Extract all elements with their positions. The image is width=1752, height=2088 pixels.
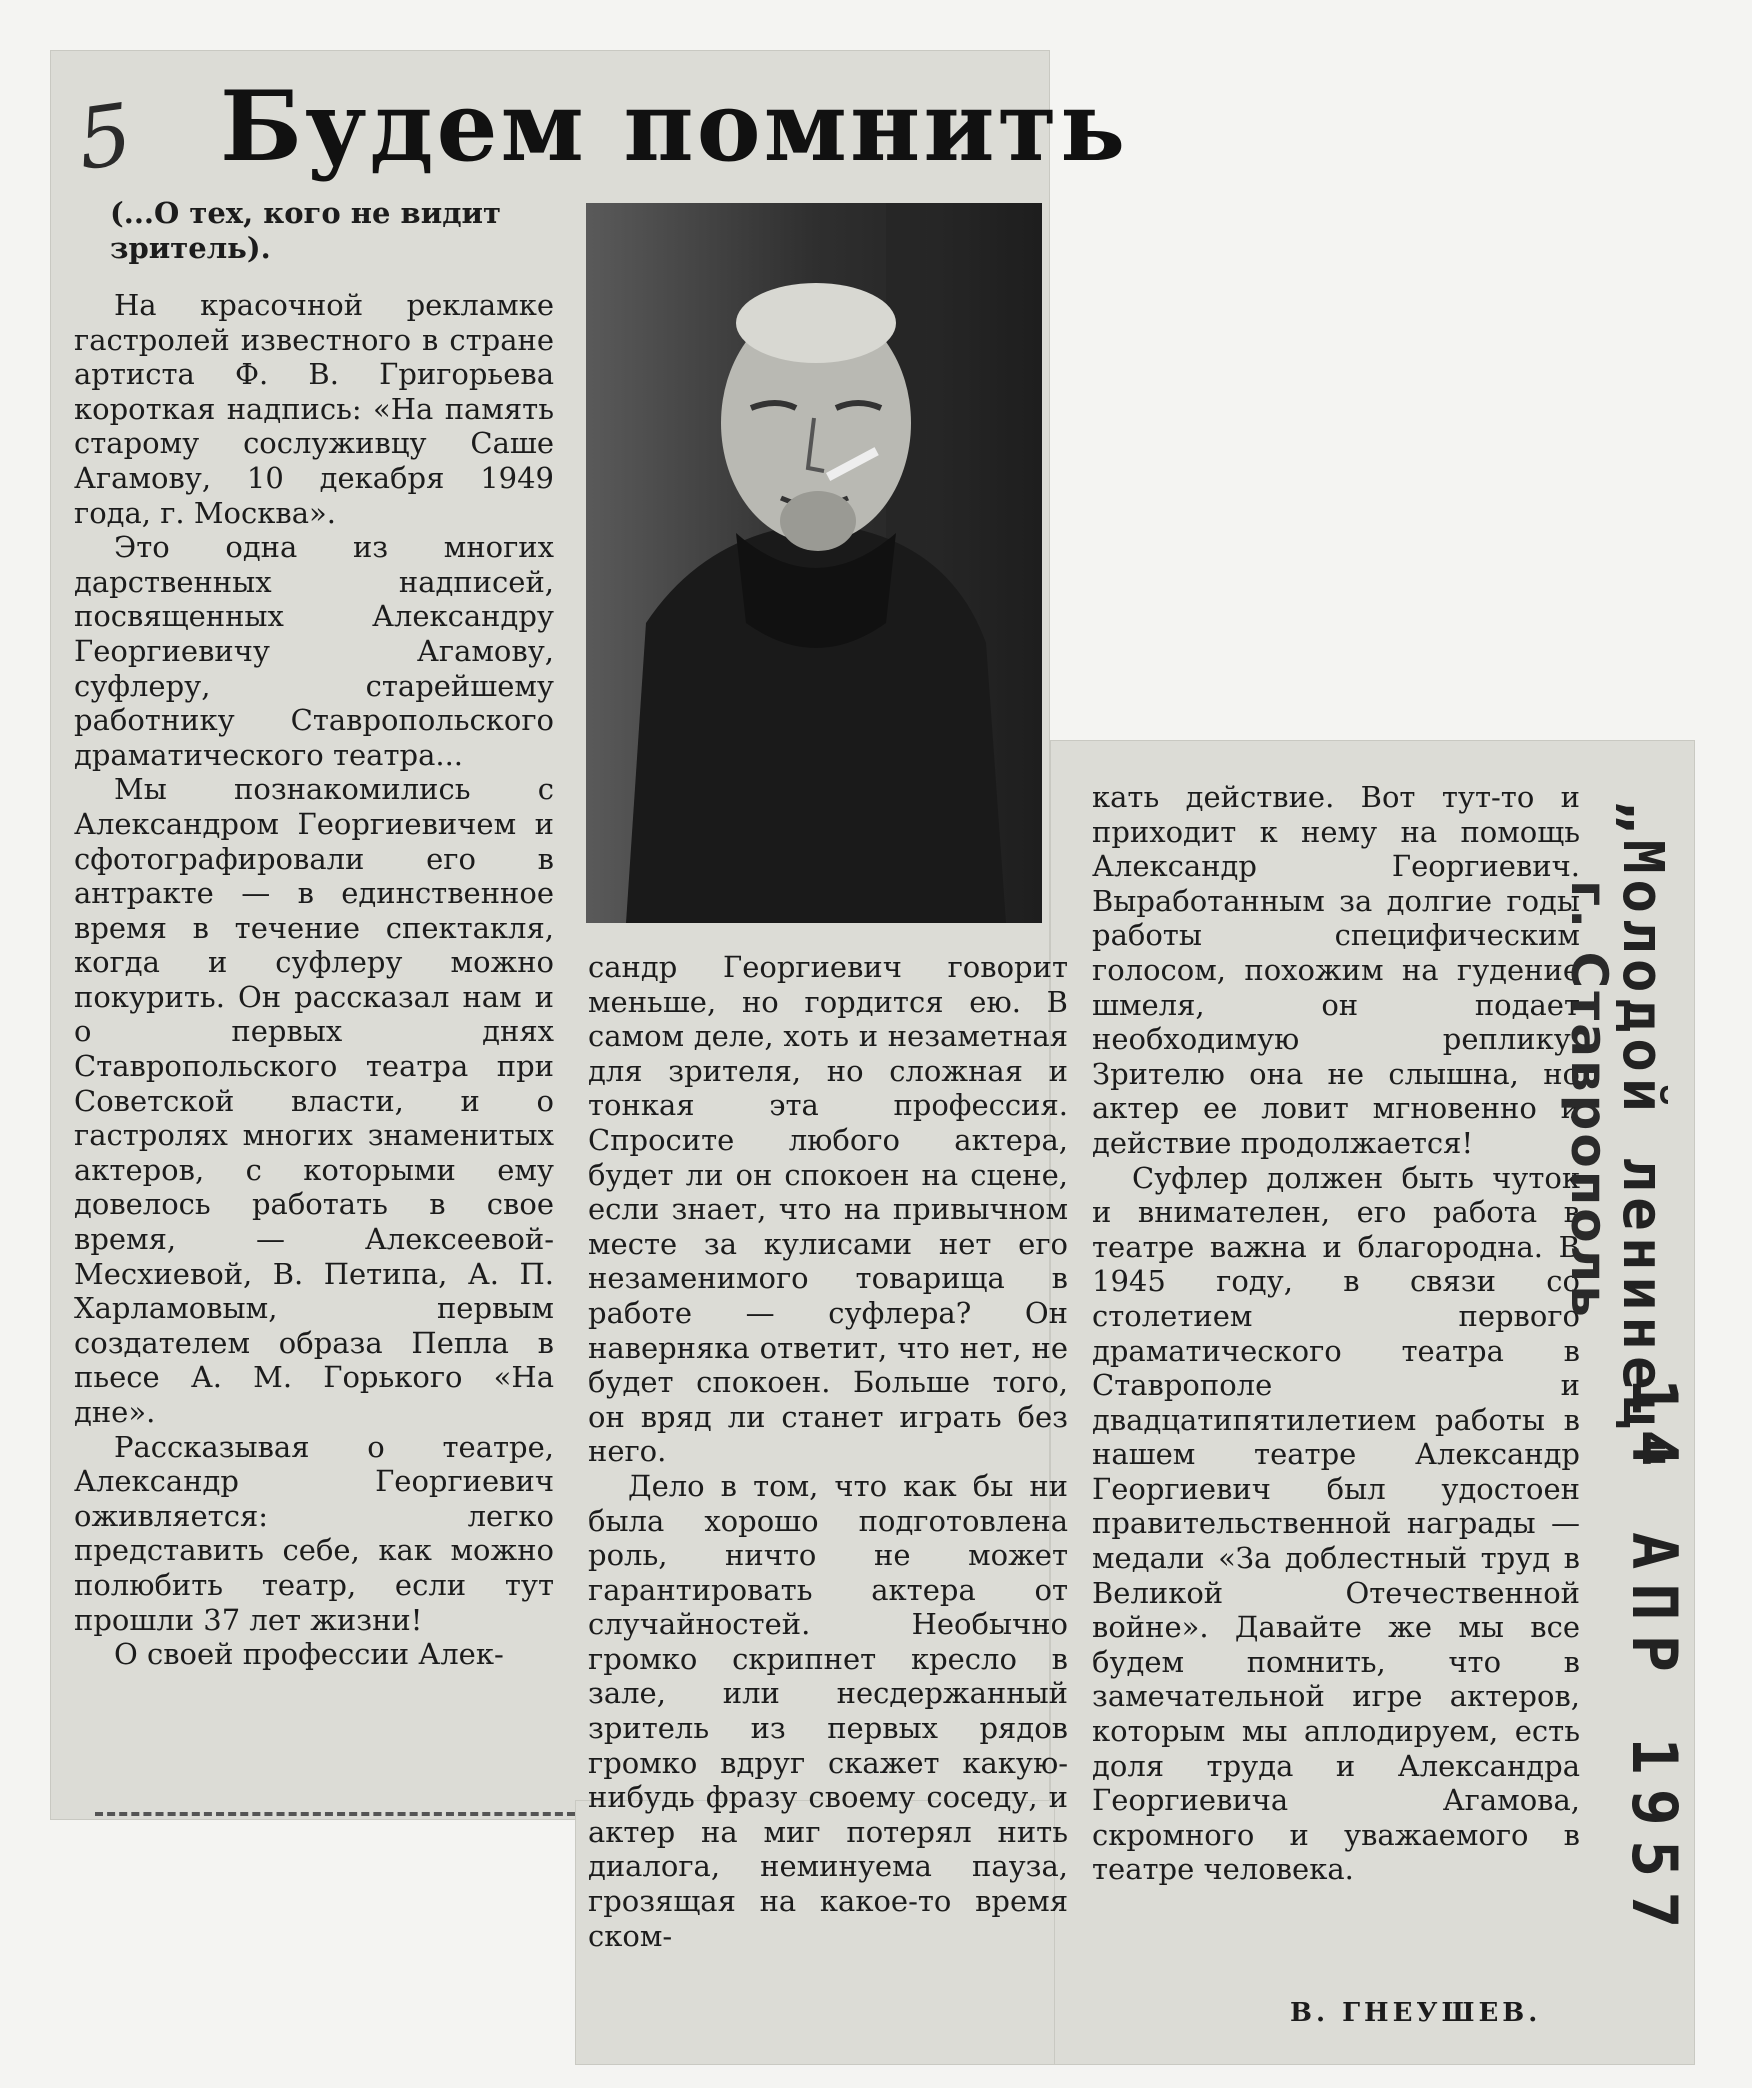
city-stamp: г. Ставрополь [1560,880,1618,1320]
paragraph: О своей профессии Алек- [114,1637,504,1672]
author-signature: В. ГНЕУШЕВ. [1290,1998,1542,2028]
headline: Будем помнить [220,70,1129,183]
paragraph: Суфлер должен быть чуток и внимателен, его работа в театре важна и благородна. В 1945 году, в связи со столетием первого драматического театра в Ставрополе и двадцатипятилетием работы в нашем театре Александр Георгиевич был удостоен правительственной награды — медали «За доблестный труд в Великой Отечественной войне». Давайте же мы все будем помнить, что в замечательной игре актеров, которым мы аплодируем, есть доля труда и Александра Георгиевича Агамова, скромного и уважаемого в театре человека. [1092,1160,1580,1887]
subtitle: (...О тех, кого не видит зритель). [110,196,502,265]
paragraph: Мы познакомились с Александром Георгиевичем и сфотографировали его в антракте — в единственное время в течение спектакля, когда и суфлеру можно покурить. Он рассказал нам и о первых днях Ставропольского театра при Советской власти, и о гастролях многих знаменитых актеров, с которыми ему довелось работать в свое время, — Алексеевой-Месхиевой, В. Петипа, А. П. Харламовым, первым создателем образа Пепла в пьесе А. М. Горького «На дне». [74,772,554,1429]
paragraph: Это одна из многих дарственных надписей, посвященных Александру Георгиевичу Агамову, суфлеру, старейшему работнику Ставропольского драматического театра... [74,530,554,772]
column-3 [1092,780,1580,1887]
paragraph: Рассказывая о театре, Александр Георгиевич оживляется: легко представить себе, как можно полюбить театр, если тут прошли 37 лет жизни! [74,1429,554,1637]
portrait-photo [586,203,1042,923]
page-number: 5 [71,84,139,190]
paragraph: На красочной рекламке гастролей известного в стране артиста Ф. В. Григорьева короткая надпись: «На память старому сослуживцу Саше Агамову, 10 декабря 1949 года, г. Москва». [74,288,554,530]
newspaper-stamp: „Молодой ленинец" [1610,800,1675,1476]
paragraph: Дело в том, что как бы ни была хорошо подготовлена роль, ничто не может гарантировать актера от случайностей. Необычно громко скрипнет кресло в зале, или несдержанный зритель из первых рядов громко вдруг скажет какую-нибудь фразу своему соседу, и актер на миг потерял нить диалога, неминуема пауза, грозящая на какое-то время ском- [588,1468,1068,1953]
column-1 [74,288,554,1672]
paragraph: сандр Георгиевич говорит меньше, но гордится ею. В самом деле, хоть и незаметная для зрителя, но сложная и тонкая эта профессия. Спросите любого актера, будет ли он спокоен на сцене, если знает, что на привычном месте за кулисами нет его незаменимого товарища в работе — суфлера? Он наверняка ответит, что нет, не будет спокоен. Больше того, он вряд ли станет играть без него. [588,950,1068,1469]
paragraph: кать действие. Вот тут-то и приходит к нему на помощь Александр Георгиевич. Выработанным за долгие годы работы специфическим голосом, похожим на гудение шмеля, он подает необходимую реплику. Зрителю она не слышна, но актер ее ловит мгновенно и действие продолжается! [1092,780,1580,1160]
date-stamp: 14 АПР 1957 [1618,1378,1691,1943]
cut-line [95,1812,575,1816]
column-2 [588,950,1068,1953]
portrait-illustration [586,203,1042,923]
